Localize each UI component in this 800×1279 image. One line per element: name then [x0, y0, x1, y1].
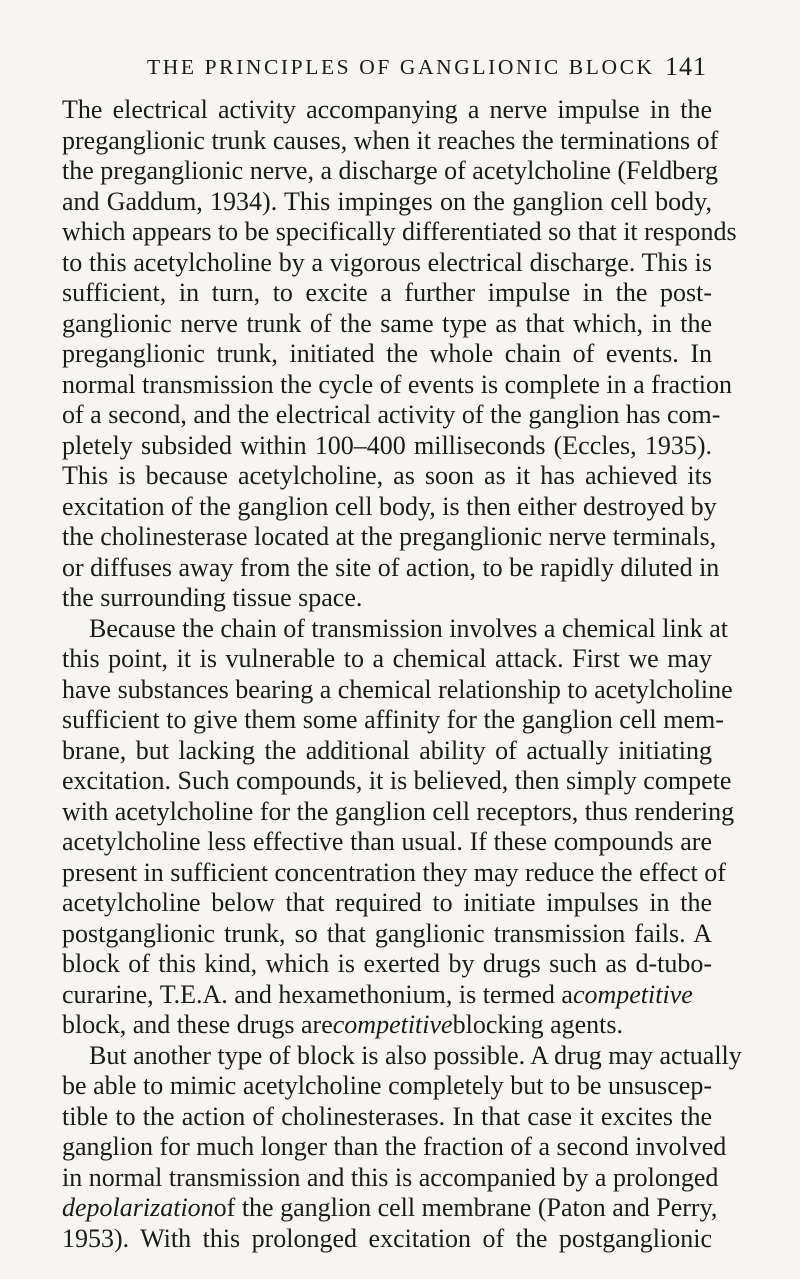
text-line: be able to mimic acetylcholine completely but to be unsuscep-: [62, 1071, 712, 1100]
page-number: 141: [665, 52, 707, 81]
text-line: ganglionic nerve trunk of the same type as that which, in the: [62, 308, 712, 338]
text-line: in normal transmission and this is accompanied by a prolonged: [62, 1162, 719, 1192]
text-line: the preganglionic nerve, a discharge of acetylcholine (Feldberg: [62, 156, 719, 185]
text-line: have substances bearing a chemical relationship to acetylcholine: [62, 674, 733, 704]
text-line: postganglionic trunk, so that ganglionic transmission fails. A: [62, 918, 712, 948]
paragraph-first-line: Because the chain of transmission involves a chemical link at: [89, 613, 728, 643]
running-title: THE PRINCIPLES OF GANGLIONIC BLOCK: [147, 54, 655, 79]
text-line-with-emphasis: depolarizationof the ganglion cell membrane (Paton and Perry,: [62, 1193, 718, 1222]
text-line: sufficient, in turn, to excite a further impulse in the post-: [62, 278, 712, 307]
body-text: [62, 95, 742, 1254]
text-line: acetylcholine below that required to initiate impulses in the: [62, 888, 712, 917]
text-line: preganglionic trunk, initiated the whole chain of events. In: [62, 339, 712, 368]
text-line: brane, but lacking the additional ability of actually initiating: [62, 735, 712, 765]
text-line-with-emphasis: block, and these drugs arecompetitiveblocking agents.: [62, 1010, 624, 1039]
text-line: and Gaddum, 1934). This impinges on the ganglion cell body,: [62, 186, 712, 216]
text-line: the cholinesterase located at the preganglionic nerve terminals,: [62, 522, 717, 551]
text-line-with-emphasis: curarine, T.E.A. and hexamethonium, is termed acompetitive: [62, 979, 693, 1009]
text-line: acetylcholine less effective than usual. If these compounds are: [62, 827, 712, 856]
text-line: This is because acetylcholine, as soon as it has achieved its: [62, 461, 712, 490]
text-line: present in sufficient concentration they may reduce the effect of: [62, 857, 726, 887]
text-line: block of this kind, which is exerted by drugs such as d-tubo-: [62, 949, 712, 978]
running-head: [147, 52, 707, 82]
text-line: or diffuses away from the site of action, to be rapidly diluted in: [62, 552, 720, 582]
text-line: ganglion for much longer than the fraction of a second involved: [62, 1132, 727, 1161]
text-line: preganglionic trunk causes, when it reaches the terminations of: [62, 125, 719, 155]
text-line: 1953). With this prolonged excitation of the postganglionic: [62, 1223, 712, 1253]
text-line: sufficient to give them some affinity for the ganglion cell mem-: [62, 705, 724, 734]
text-line: The electrical activity accompanying a nerve impulse in the: [62, 95, 712, 124]
text-line: which appears to be specifically differentiated so that it responds: [62, 217, 737, 246]
text-line: excitation of the ganglion cell body, is then either destroyed by: [62, 491, 717, 521]
text-line: excitation. Such compounds, it is believed, then simply compete: [62, 766, 732, 795]
text-line: normal transmission the cycle of events is complete in a fraction: [62, 369, 733, 399]
text-line: the surrounding tissue space.: [62, 583, 363, 612]
text-line: with acetylcholine for the ganglion cell receptors, thus rendering: [62, 796, 735, 826]
text-line: this point, it is vulnerable to a chemical attack. First we may: [62, 644, 712, 673]
emphasis: competitive: [572, 979, 693, 1009]
text-line: of a second, and the electrical activity of the ganglion has com-: [62, 400, 721, 429]
text-line: to this acetylcholine by a vigorous electrical discharge. This is: [62, 247, 712, 277]
paragraph-first-line: But another type of block is also possible. A drug may actually: [89, 1040, 742, 1070]
emphasis: competitive: [332, 1010, 453, 1039]
text-line: tible to the action of cholinesterases. In that case it excites the: [62, 1101, 712, 1131]
emphasis: depolarization: [62, 1193, 214, 1222]
text-line: pletely subsided within 100–400 milliseconds (Eccles, 1935).: [62, 430, 712, 460]
